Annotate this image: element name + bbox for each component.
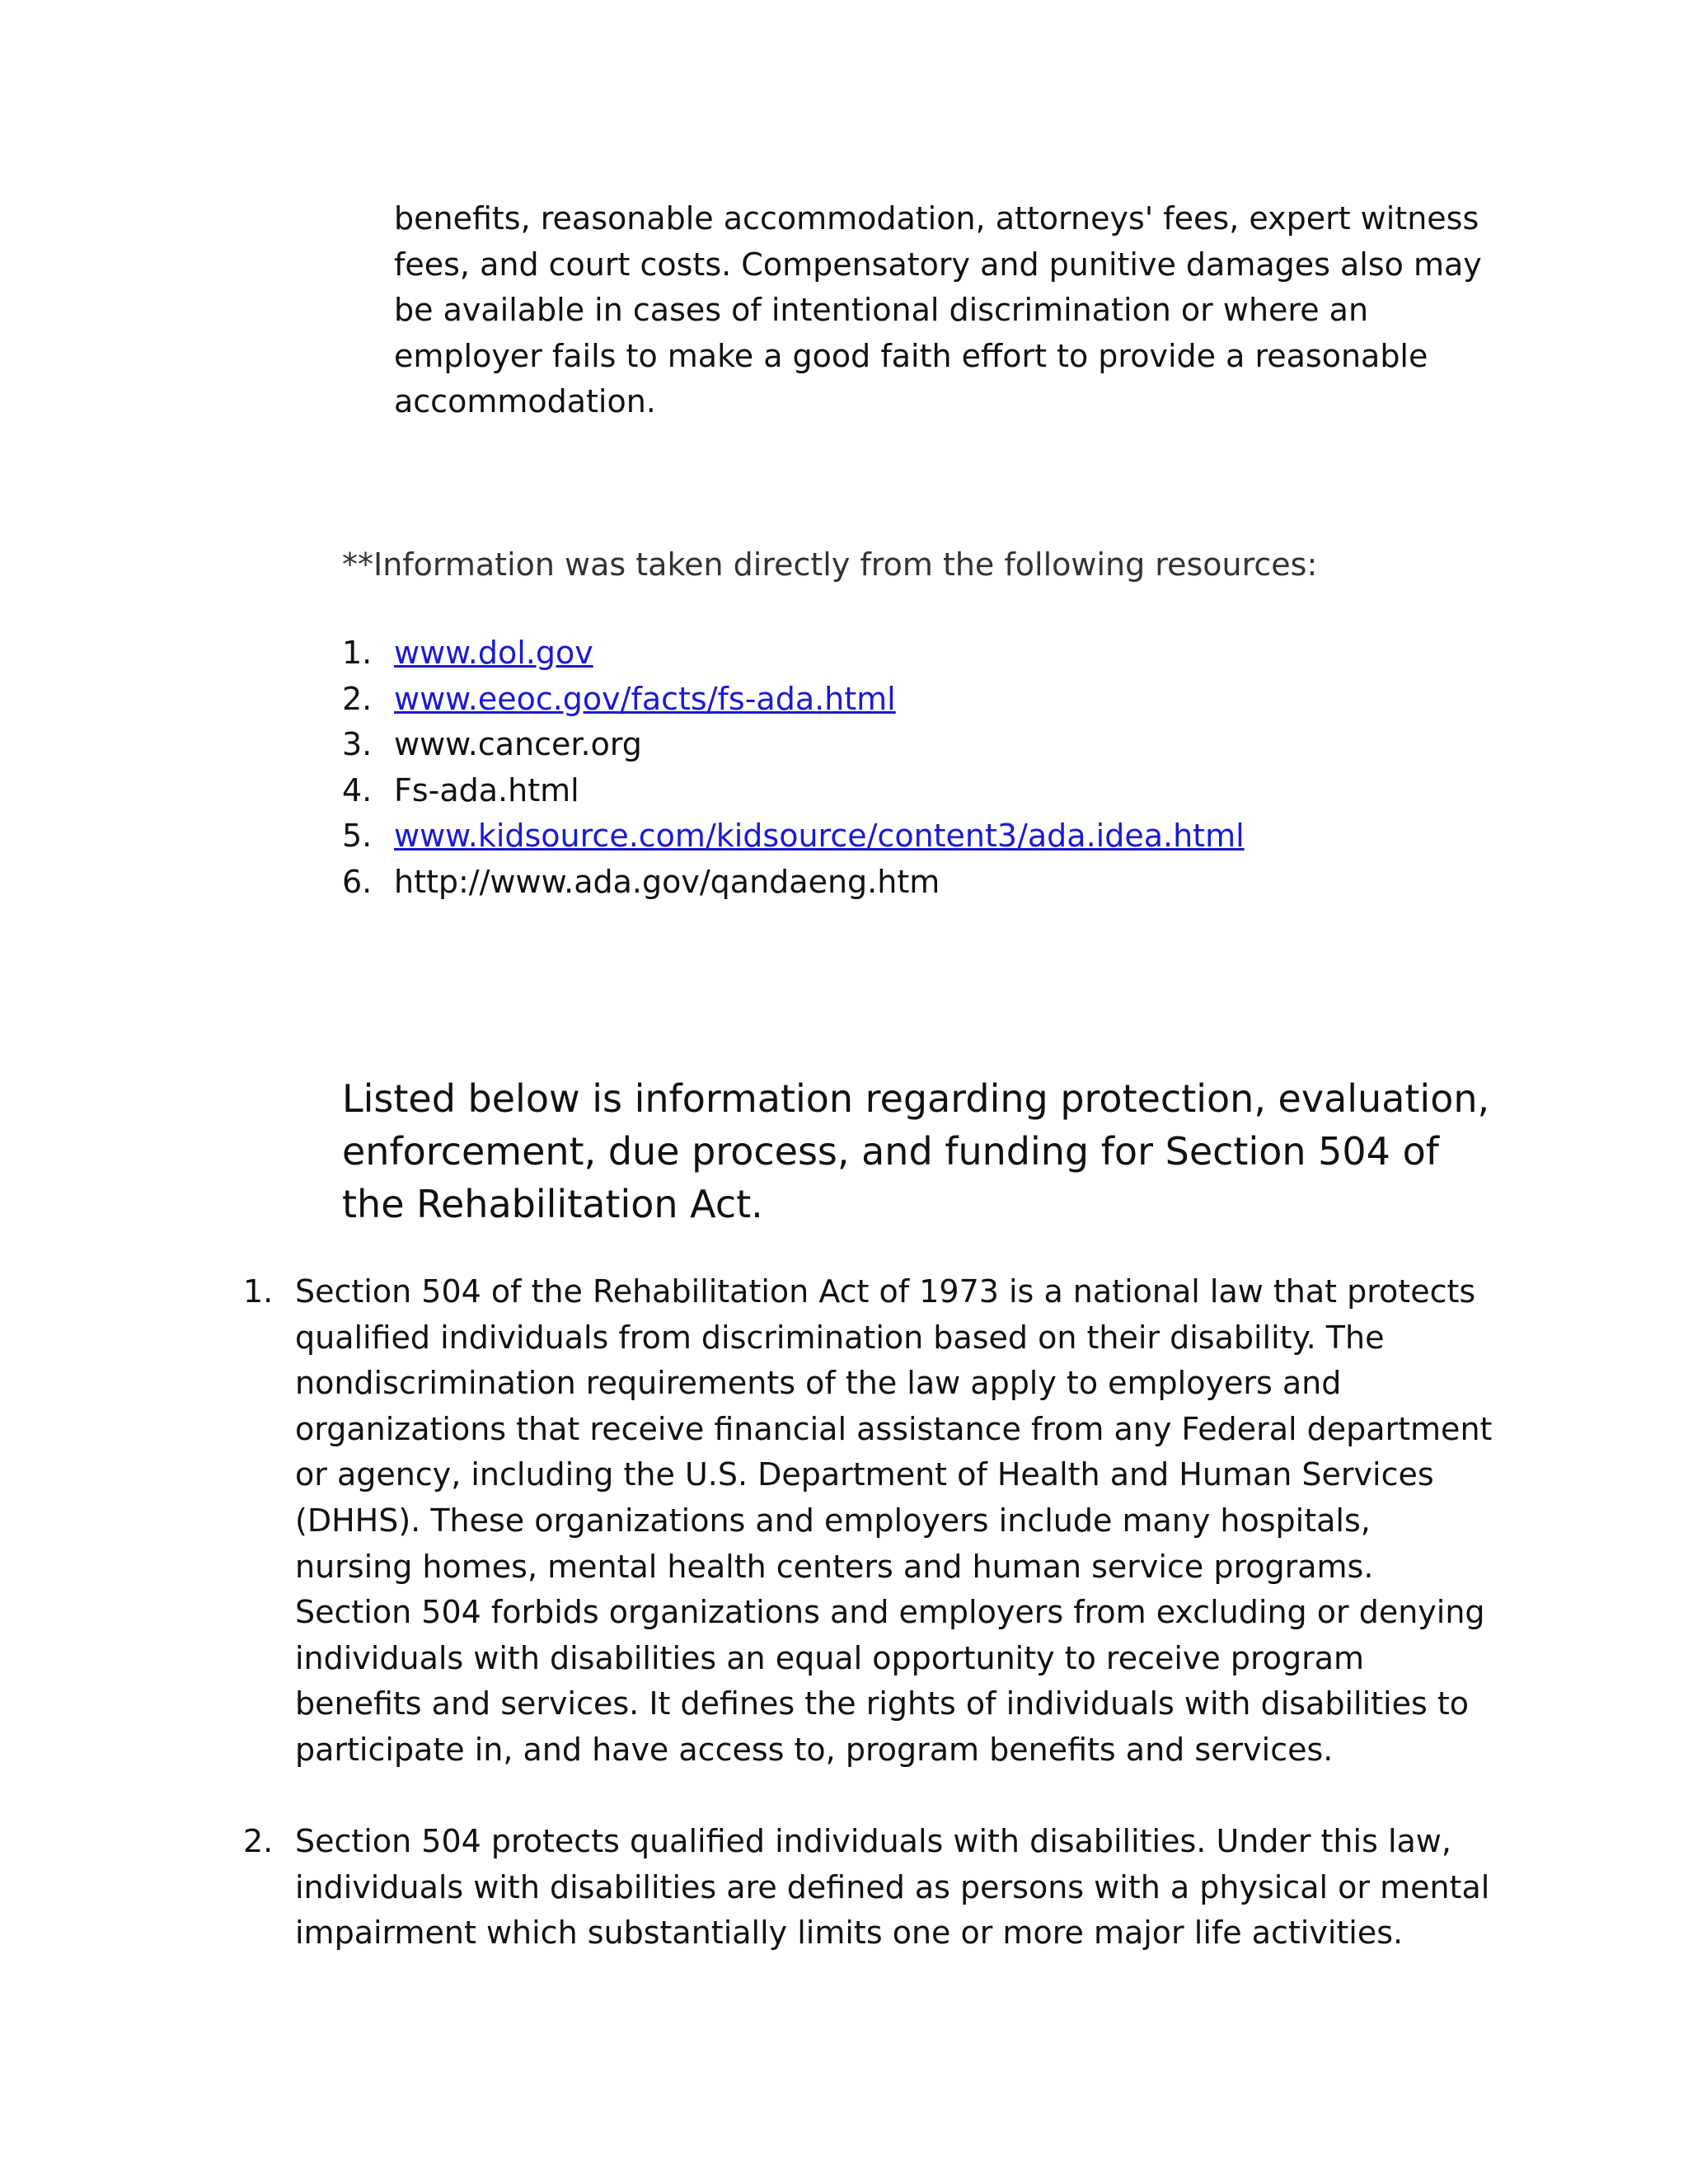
- source-number: 6.: [342, 863, 373, 900]
- point-text: Section 504 of the Rehabilitation Act of 1973 is a national law that protects qualified individuals from discrimination based on their disability. The nondiscrimination requirements of the law apply to employers and organizations that receive financial assistance from any Federal department or agency, including the U.S. Department of Health and Human Services (DHHS). These organizations and employers include many hospitals, nursing homes, mental health centers and human service programs. Section 504 forbids organizations and employers from excluding or denying individuals with disabilities an equal opportunity to receive program benefits and services. It defines the rights of individuals with disabilities to participate in, and have access to, program benefits and services.: [295, 1273, 1493, 1768]
- source-link-eeoc[interactable]: www.eeoc.gov/facts/fs-ada.html: [394, 680, 896, 717]
- intro-paragraph: [394, 196, 1490, 425]
- source-item-5: [342, 813, 1496, 860]
- sources-heading: **Information was taken directly from the following resources:: [342, 546, 1318, 583]
- source-link-dol[interactable]: www.dol.gov: [394, 635, 593, 671]
- section-504-points: [243, 1269, 1496, 1957]
- source-item-1: [342, 630, 1496, 677]
- source-item-3: [342, 722, 1496, 768]
- intro-paragraph-text: benefits, reasonable accommodation, attorneys' fees, expert witness fees, and court costs. Compensatory and punitive damages also may be available in cases of intentional discrimination or where an employer fails to make a good faith effort to provide a reasonable accommodation.: [394, 200, 1482, 419]
- source-item-6: [342, 860, 1496, 906]
- source-item-4: [342, 768, 1496, 814]
- point-number: 2.: [243, 1823, 274, 1860]
- section-504-intro: Listed below is information regarding protection, evaluation, enforcement, due process, and funding for Section 504 of the Rehabilitation Act.: [342, 1076, 1490, 1226]
- point-number: 1.: [243, 1273, 274, 1310]
- source-number: 4.: [342, 771, 373, 808]
- source-item-2: [342, 677, 1496, 723]
- source-text-fs-ada: Fs-ada.html: [394, 771, 579, 808]
- point-text: Section 504 protects qualified individuals with disabilities. Under this law, individuals with disabilities are defined as persons with a physical or mental impairment which substantially limits one or more major life activities.: [295, 1823, 1490, 1952]
- source-text-ada-gov: http://www.ada.gov/qandaeng.htm: [394, 863, 940, 900]
- point-item-2: [243, 1819, 1496, 1957]
- source-text-cancer: www.cancer.org: [394, 726, 642, 762]
- source-number: 2.: [342, 680, 373, 717]
- source-number: 5.: [342, 818, 373, 854]
- source-number: 3.: [342, 726, 373, 762]
- sources-list: [342, 630, 1496, 905]
- point-item-1: [243, 1269, 1496, 1774]
- source-link-kidsource[interactable]: www.kidsource.com/kidsource/content3/ada.idea.html: [394, 818, 1245, 854]
- source-number: 1.: [342, 635, 373, 671]
